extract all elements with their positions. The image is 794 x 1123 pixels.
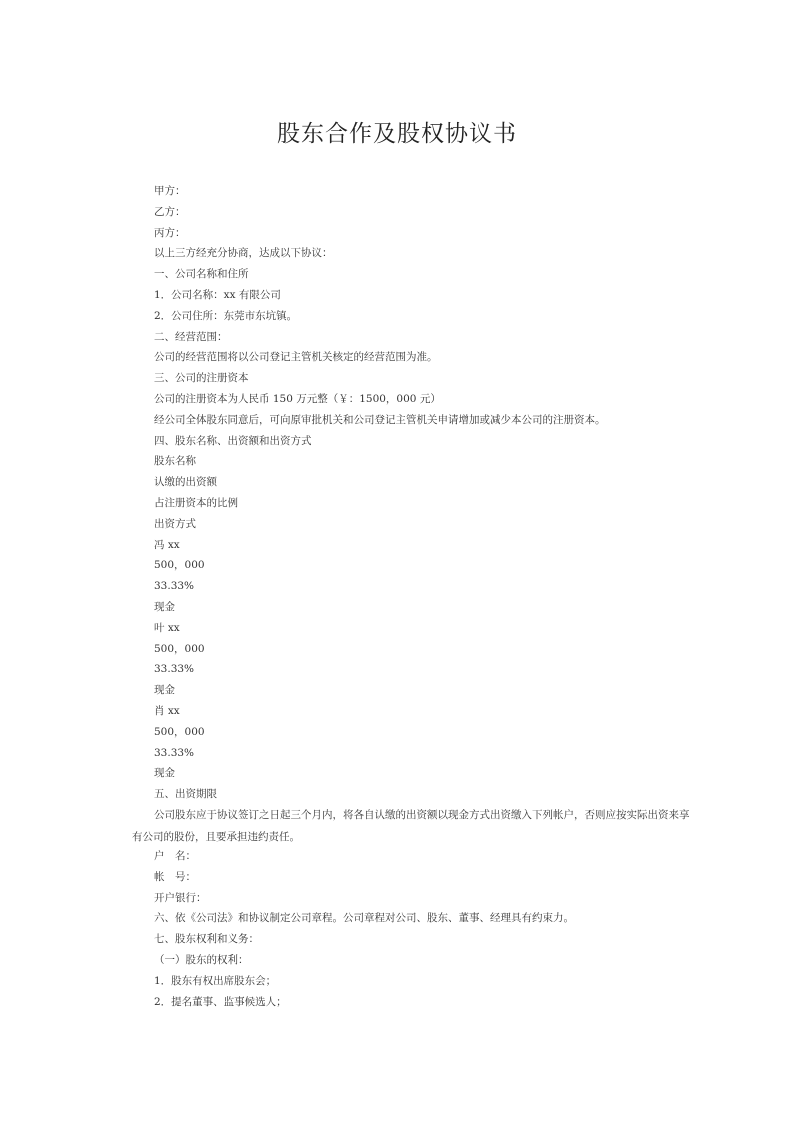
text-line: 现金 [154, 684, 175, 697]
text-line: 股东名称 [154, 455, 196, 468]
text-line: 公司的经营范围将以公司登记主管机关核定的经营范围为准。 [154, 351, 438, 364]
text-line: 二、经营范围： [154, 330, 228, 343]
agreement-body-top [154, 181, 694, 805]
text-line: 公司的注册资本为人民币 150 万元整（￥：1500，000 元） [154, 392, 441, 405]
text-line: 七、股东权利和义务： [154, 933, 259, 946]
text-line: 2．公司住所：东莞市东坑镇。 [154, 309, 298, 322]
text-line: 认缴的出资额 [154, 476, 217, 489]
text-line: 三、公司的注册资本 [154, 372, 249, 385]
text-line: 开户银行： [154, 891, 207, 904]
text-line: 出资方式 [154, 517, 196, 530]
text-line: 33.33% [154, 580, 195, 593]
text-line: 四、股东名称、出资额和出资方式 [154, 434, 312, 447]
text-line: 帐 号： [154, 870, 196, 883]
text-line: 以上三方经充分协商，达成以下协议： [154, 247, 333, 260]
text-line: （一）股东的权利： [154, 953, 249, 966]
text-line: 1．股东有权出席股东会； [154, 974, 277, 987]
text-line: 现金 [154, 767, 175, 780]
agreement-body-bottom [154, 846, 694, 1012]
text-line: 丙方： [154, 226, 186, 239]
text-line: 500，000 [154, 642, 205, 655]
text-line: 现金 [154, 600, 175, 613]
text-line: 一、公司名称和住所 [154, 268, 249, 281]
text-line: 2．提名董事、监事候选人； [154, 995, 287, 1008]
text-line: 甲方： [154, 185, 186, 197]
text-line: 占注册资本的比例 [154, 496, 238, 509]
text-line: 六、依《公司法》和协议制定公司章程。公司章程对公司、股东、董事、经理具有约束力。 [154, 912, 574, 925]
text-line: 500，000 [154, 559, 205, 572]
text-line: 户 名： [154, 850, 196, 862]
text-line: 33.33% [154, 746, 195, 759]
text-line: 五、出资期限 [154, 788, 217, 801]
text-line: 冯 xx [154, 538, 180, 551]
page-title: 股东合作及股权协议书 [277, 121, 517, 148]
text-line: 叶 xx [154, 621, 180, 634]
deadline-paragraph: 公司股东应于协议签订之日起三个月内，将各自认缴的出资额以现金方式出资缴入下列帐户，否则应按实际出资来享有公司的股份，且要承担违约责任。 [132, 809, 690, 843]
text-line: 33.33% [154, 663, 195, 676]
text-line: 1．公司名称：xx 有限公司 [154, 288, 281, 301]
text-line: 肖 xx [154, 704, 180, 717]
text-line: 经公司全体股东同意后，可向原审批机关和公司登记主管机关申请增加或减少本公司的注册资本。 [154, 413, 606, 426]
text-line: 乙方： [154, 205, 186, 218]
text-line: 500，000 [154, 725, 205, 738]
